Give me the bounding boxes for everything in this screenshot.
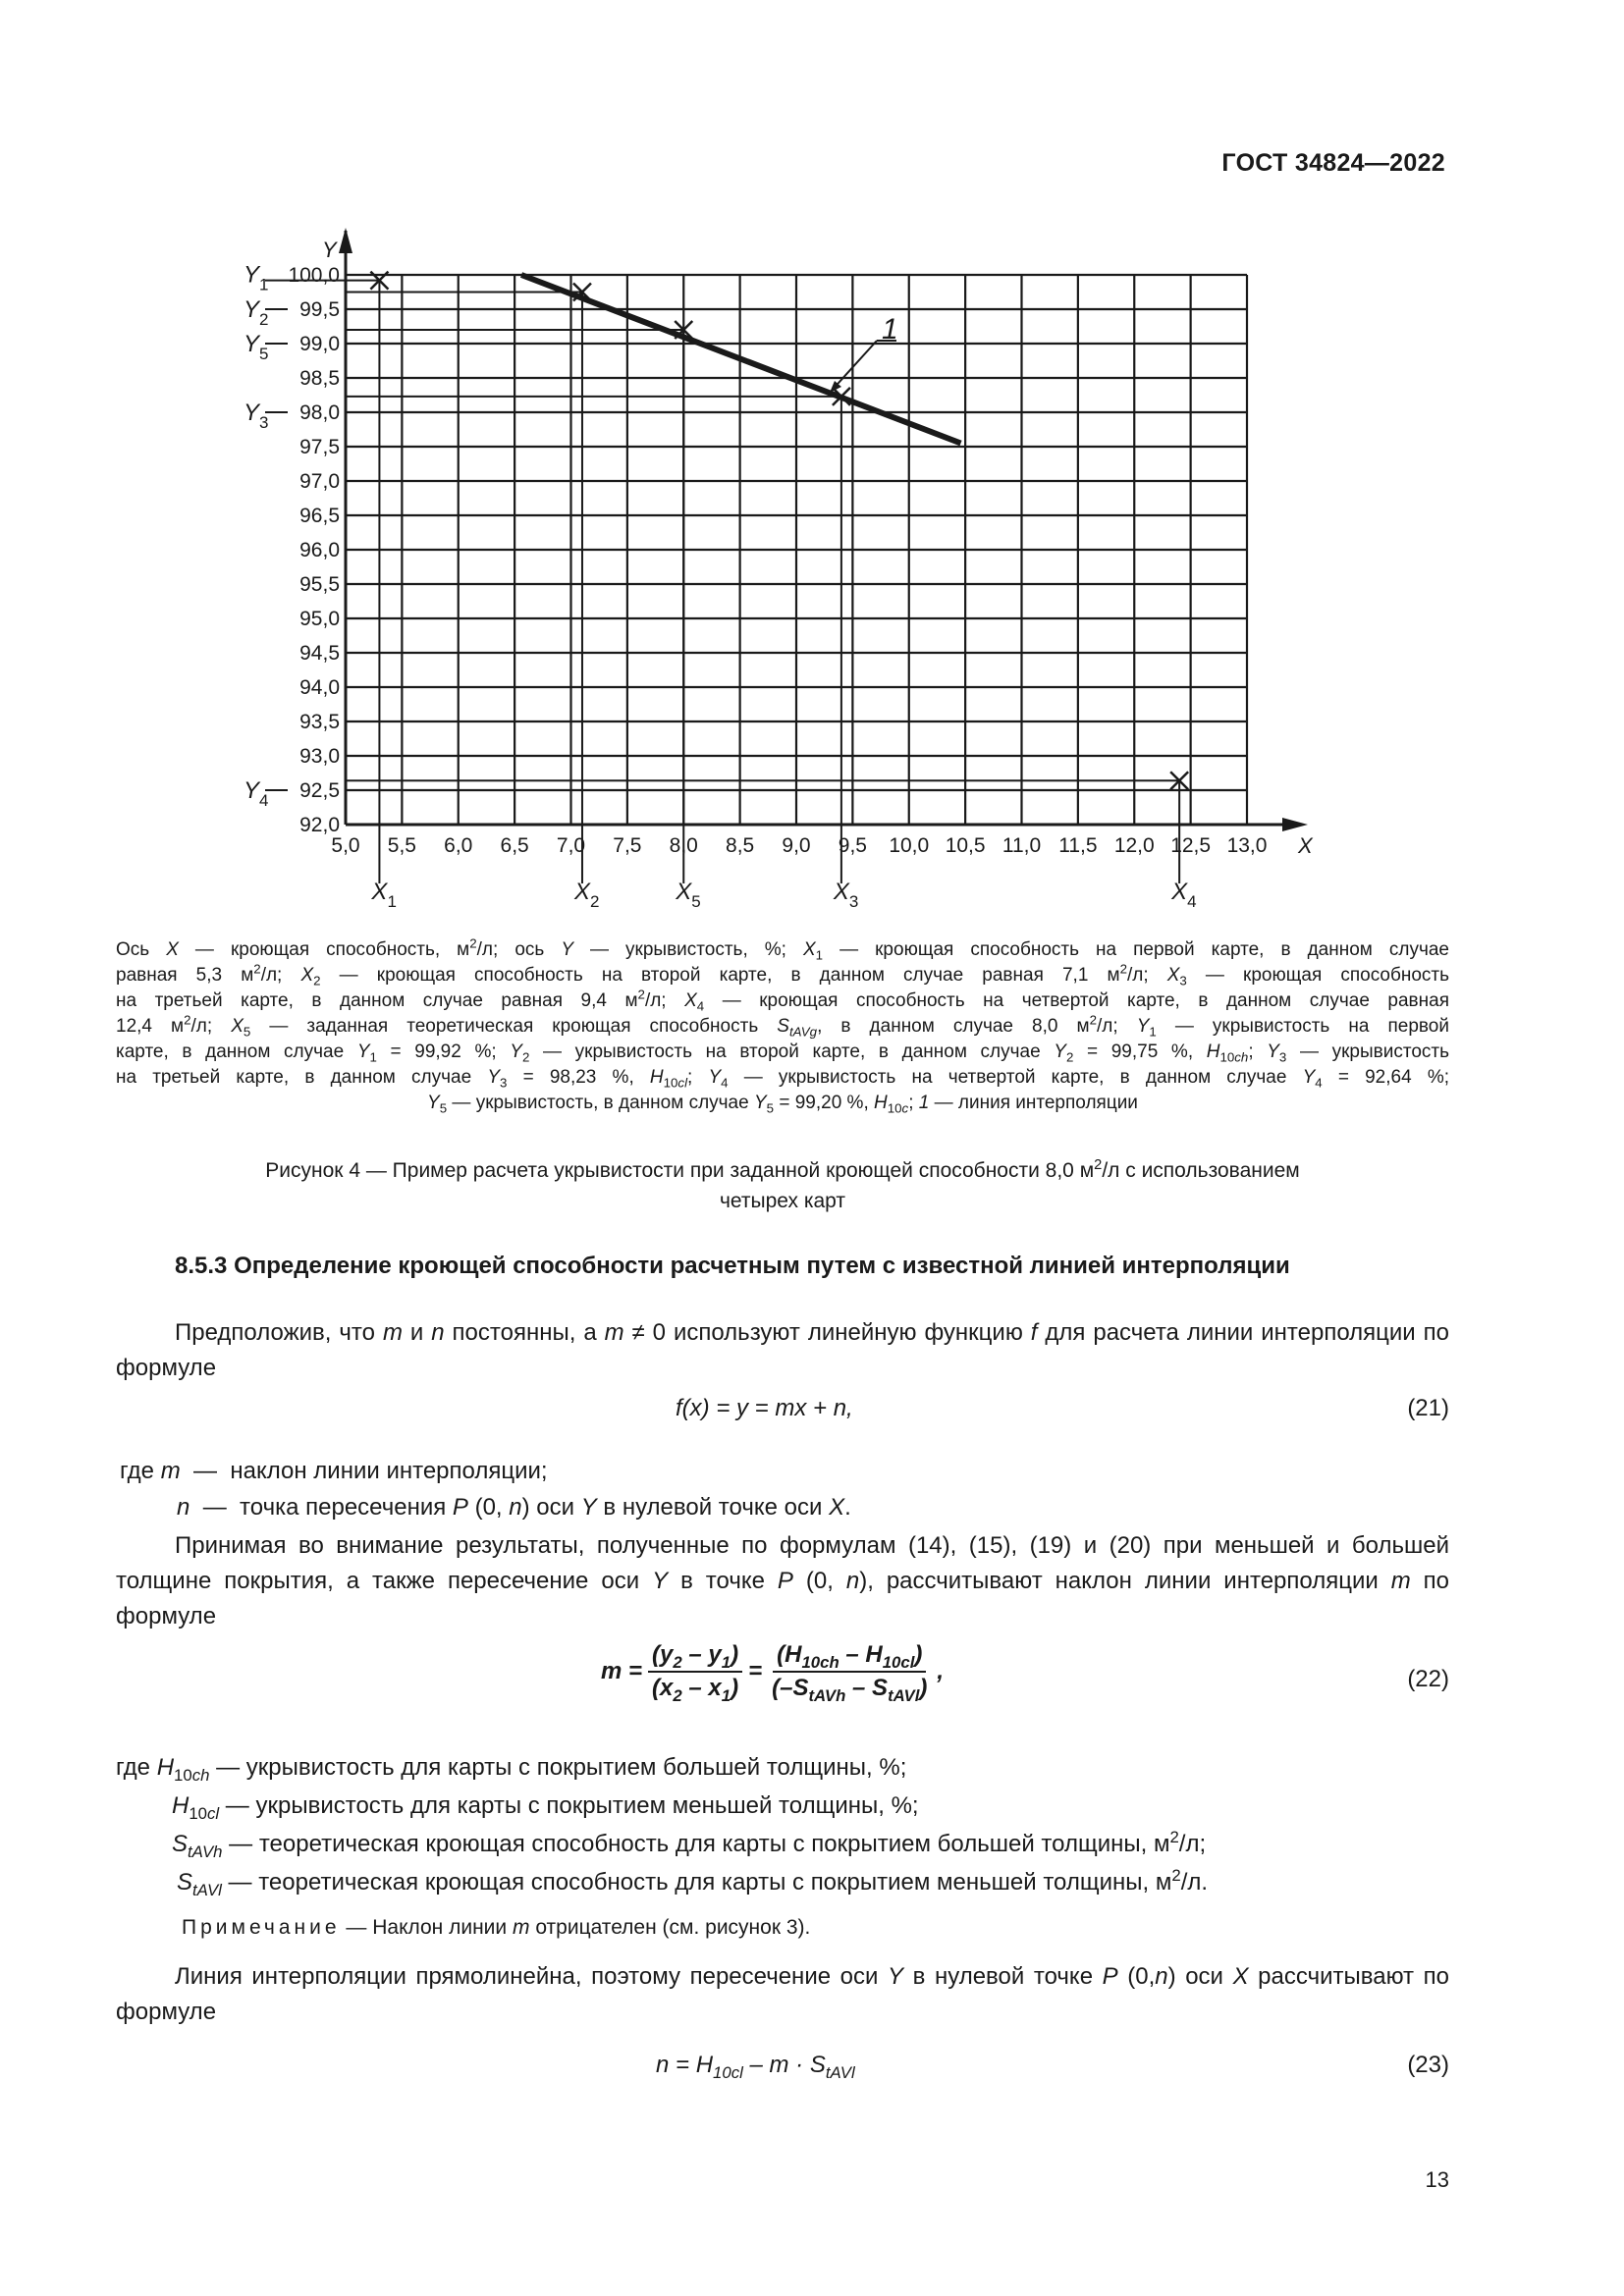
y-tick-label: 95,0 (299, 608, 340, 630)
y-tick-label: 95,5 (299, 573, 340, 596)
y-tick-label: 93,0 (299, 745, 340, 768)
figure-caption (116, 1155, 1449, 1216)
page-number: 13 (1425, 2167, 1449, 2192)
x-tick-label: 10,0 (889, 834, 930, 857)
y-tick-label: 92,5 (299, 779, 340, 802)
paragraph-slope: Принимая во внимание результаты, полученные по формулам (14), (15), (19) и (20) при меньшей и большей толщине покрытия, а также пересечение оси Y в точке P (0, n), рассчитывают наклон линии интерполяции m по формуле (116, 1532, 1450, 1629)
x-tick-label: 10,5 (945, 834, 986, 857)
y-axis-label: Y (322, 238, 337, 262)
chart-axes (322, 228, 1314, 858)
y-marker-label: $Y_2$ (244, 296, 269, 329)
chart-tick-labels (288, 264, 1267, 857)
definition-n: n — точка пересечения P (0, n) оси Y в нулевой точке оси X. (177, 1494, 851, 1521)
x-tick-label: 8,5 (726, 834, 755, 857)
y-tick-label: 97,0 (299, 470, 340, 493)
interpolation-line (521, 275, 961, 444)
y-tick-label: 98,0 (299, 401, 340, 424)
figure-legend (116, 937, 1449, 1116)
x-marker-label: $X_4$ (1171, 879, 1197, 911)
definition-H10ch: где $H_{10ch}$ — укрывистость для карты с покрытием большей толщины, %; (116, 1754, 907, 1785)
equation-number-21: (21) (1407, 1395, 1449, 1421)
x-tick-label: 6,0 (444, 834, 473, 857)
y-marker-label: $Y_1$ (244, 261, 269, 294)
x-tick-label: 5,5 (387, 834, 416, 857)
document-header: ГОСТ 34824—2022 (1221, 149, 1445, 177)
x-tick-label: 6,5 (500, 834, 529, 857)
legend-line-7: $Y_5$ — укрывистость, в данном случае $Y_5 = 99,20$ %, $H_{10c}$; 1 — линия интерполяции (427, 1093, 1138, 1116)
legend-line-1: Ось X — кроющая способность, $м^2/л$; ось Y — укрывистость, %; $X_1$ — кроющая способность на первой карте, в данном случае (116, 935, 1449, 963)
x-axis-arrow-icon (1282, 818, 1308, 831)
y-tick-label: 98,5 (299, 367, 340, 390)
x-marker-label: $X_2$ (573, 879, 600, 911)
formula-23: $n = H_{10cl} - m \cdot S_{tAVl}$ (656, 2052, 855, 2082)
figure-caption-line-1: Рисунок 4 — Пример расчета укрывистости при заданной кроющей способности 8,0 $м^2/л$ с использованием (265, 1156, 1300, 1182)
y-tick-label: 97,5 (299, 436, 340, 458)
legend-line-5: карте, в данном случае $Y_1 = 99,92$ %; $Y_2$ — укрывистость на второй карте, в данном случае $Y_2 = 99,75$ %, $H_{10ch}$; $Y_3$ — укрывистость (116, 1041, 1449, 1065)
x-tick-label: 7,5 (613, 834, 642, 857)
chart-grid (346, 275, 1247, 825)
legend-line-6: на третьей карте, в данном случае $Y_3 = 98,23$ %, $H_{10cl}$; $Y_4$ — укрывистость на четвертой карте, в данном случае $Y_4 = 92,64$ %; (116, 1067, 1449, 1091)
equation-number-23: (23) (1407, 2052, 1449, 2078)
x-marker-label: $X_5$ (676, 879, 701, 911)
formula-22: m = $\frac{(y_2 - y_1)}{(x_2 - x_1)}$ = $\frac{(H_{10ch} - H_{10cl})}{(-S_{tAVh} - S_{tAVl})}$ , (601, 1641, 945, 1705)
legend-line-3: на третьей карте, в данном случае равная 9,4 $м^2/л$; $X_4$ — кроющая способность на четвертой карте, в данном случае равная (116, 987, 1449, 1014)
note: Примечание — Наклон линии m отрицателен (см. рисунок 3). (182, 1916, 811, 1939)
coverage-chart (0, 0, 1624, 942)
definition-m: где m — наклон линии интерполяции; (120, 1458, 548, 1484)
y-tick-label: 94,0 (299, 676, 340, 699)
y-tick-label: 96,5 (299, 505, 340, 527)
x-axis-label: X (1298, 833, 1313, 858)
y-tick-label: 99,0 (299, 333, 340, 355)
x-marker-label: $X_3$ (833, 879, 859, 911)
x-tick-label: 5,0 (331, 834, 360, 857)
legend-line-2: равная 5,3 $м^2/л$; $X_2$ — кроющая способность на второй карте, в данном случае равная 7,1 $м^2/л$; $X_3$ — кроющая способность (116, 961, 1450, 988)
section-heading: 8.5.3 Определение кроющей способности расчетным путем с известной линией интерполяции (175, 1253, 1290, 1279)
x-tick-label: 13,0 (1226, 834, 1268, 857)
paragraph-intro: Предположив, что m и n постоянны, а m ≠ 0 используют линейную функцию f для расчета линии интерполяции по формуле (116, 1319, 1449, 1381)
x-tick-label: 9,5 (838, 834, 867, 857)
y-marker-label: $Y_3$ (244, 400, 269, 432)
y-tick-label: 96,0 (299, 539, 340, 561)
figure-caption-line-2: четырех карт (719, 1190, 846, 1212)
definition-H10cl: $H_{10cl}$ — укрывистость для карты с покрытием меньшей толщины, %; (172, 1792, 919, 1823)
x-tick-label: 11,0 (1001, 834, 1042, 857)
formula-21: f(x) = y = mx + n, (676, 1395, 853, 1421)
paragraph-intercept: Линия интерполяции прямолинейна, поэтому пересечение оси Y в нулевой точке P (0,n) оси X рассчитывают по формуле (116, 1963, 1449, 2025)
y-axis-arrow-icon (339, 228, 352, 253)
definition-StAVl: $S_{tAVl}$ — теоретическая кроющая способность для карты с покрытием меньшей толщины, $м^2/л$. (177, 1865, 1209, 1899)
x-tick-label: 11,5 (1058, 834, 1098, 857)
y-tick-label: 92,0 (299, 814, 340, 836)
x-tick-label: 12,5 (1170, 834, 1212, 857)
x-tick-label: 8,0 (669, 834, 698, 857)
x-tick-label: 7,0 (556, 834, 586, 857)
x-tick-label: 9,0 (782, 834, 811, 857)
y-tick-label: 94,5 (299, 642, 340, 665)
annotation-label: 1 (882, 313, 898, 346)
x-marker-label: $X_1$ (371, 879, 397, 911)
equation-number-22: (22) (1407, 1666, 1449, 1692)
y-marker-label: $Y_4$ (244, 777, 269, 810)
definition-StAVh: $S_{tAVh}$ — теоретическая кроющая способность для карты с покрытием большей толщины, $м^2/л$; (172, 1827, 1207, 1861)
legend-line-4: 12,4 $м^2/л$; $X_5$ — заданная теоретическая кроющая способность $S_{tAVg}$, в данном случае 8,0 $м^2/л$; $Y_1$ — укрывистость на первой (116, 1012, 1449, 1040)
chart-markers (244, 262, 1197, 911)
y-tick-label: 100,0 (288, 264, 340, 287)
y-tick-label: 93,5 (299, 711, 340, 733)
y-marker-label: $Y_5$ (244, 331, 269, 363)
y-tick-label: 99,5 (299, 298, 340, 321)
x-tick-label: 12,0 (1113, 834, 1155, 857)
